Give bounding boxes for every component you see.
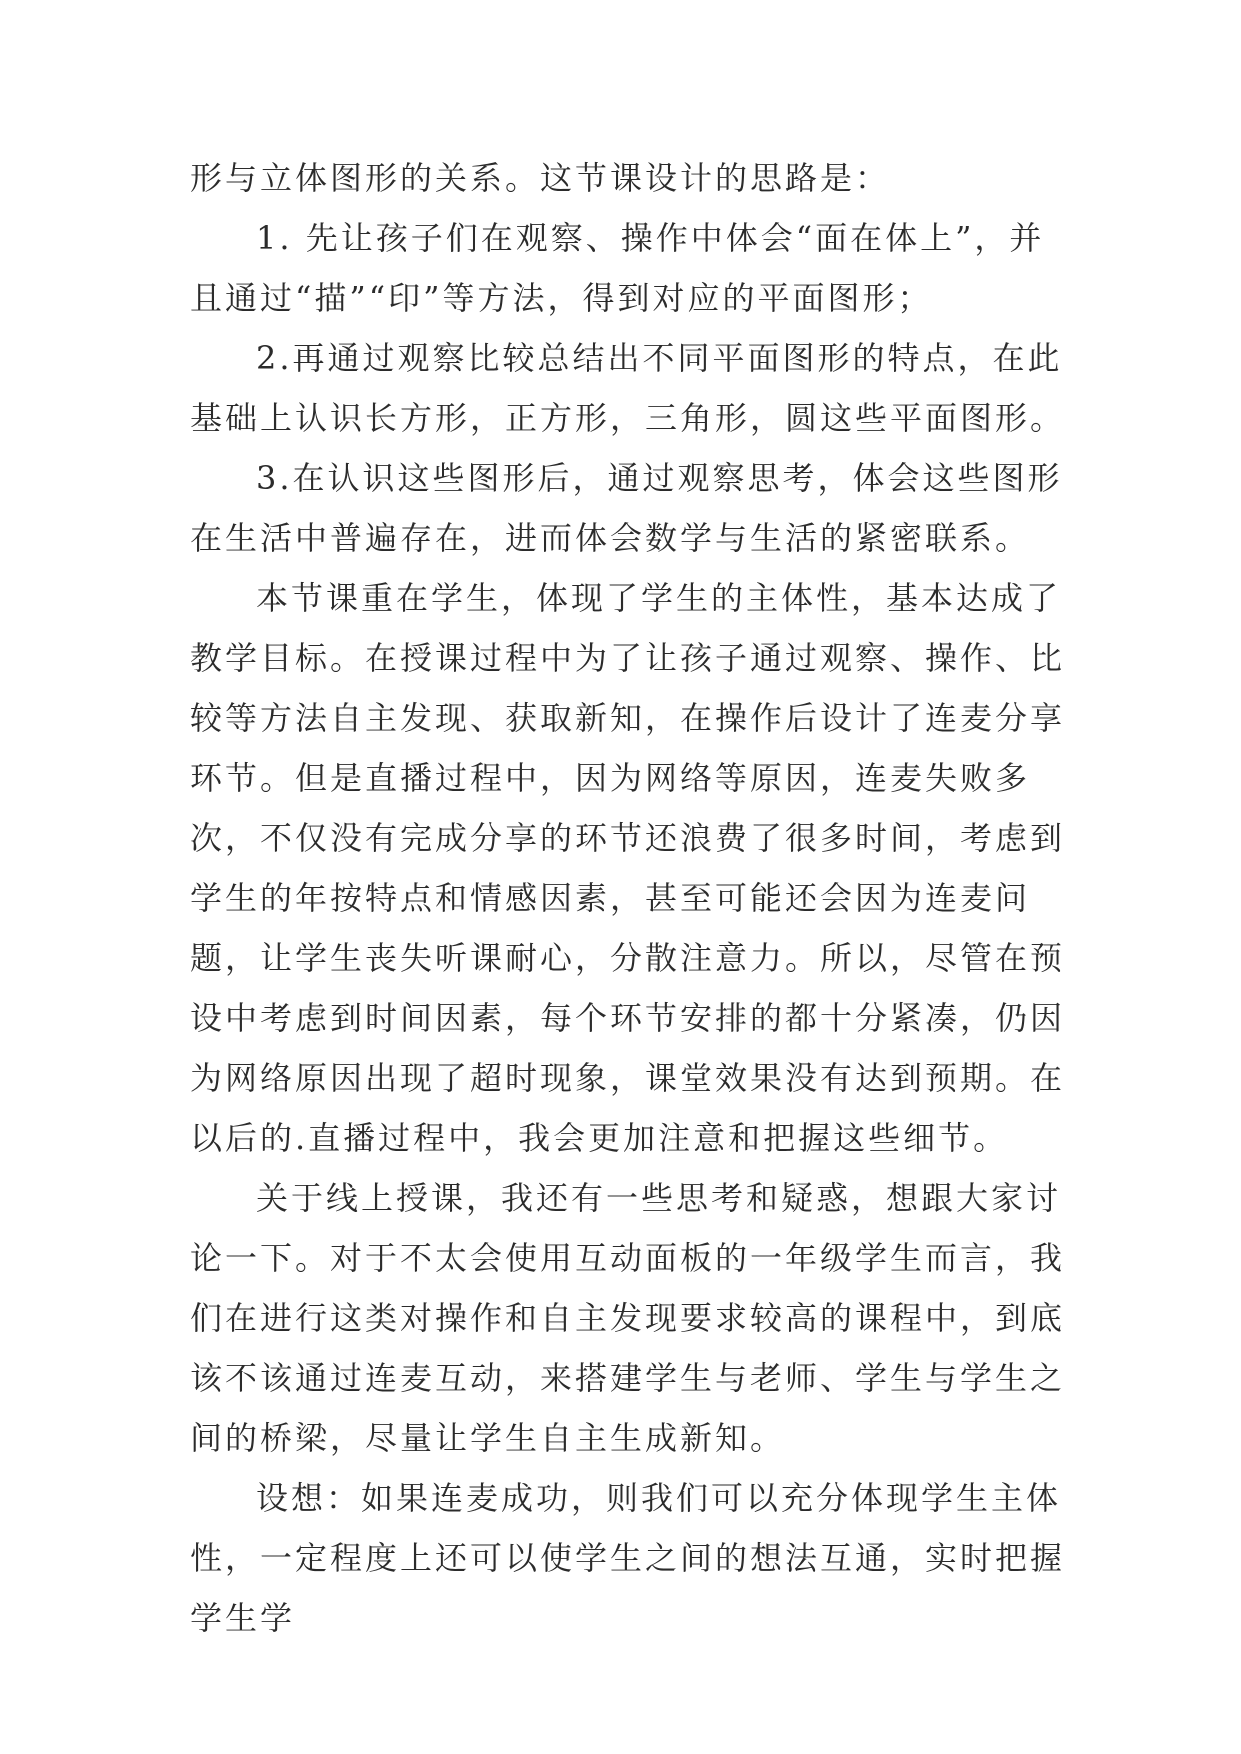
- paragraph-question: 关于线上授课，我还有一些思考和疑惑，想跟大家讨论一下。对于不太会使用互动面板的一年级学生而言，我们在进行这类对操作和自主发现要求较高的课程中，到底该不该通过连麦互动，来搭建学生与老师、学生与学生之间的桥梁，尽量让学生自主生成新知。: [190, 1179, 1066, 1457]
- paragraph-hypothesis: 设想：如果连麦成功，则我们可以充分体现学生主体性，一定程度上还可以使学生之间的想法互通，实时把握学生学: [190, 1479, 1066, 1637]
- paragraph-step-1: 1. 先让孩子们在观察、操作中体会“面在体上”，并且通过“描”“印”等方法，得到对应的平面图形；: [190, 219, 1045, 317]
- paragraph-step-3: 3.在认识这些图形后，通过观察思考，体会这些图形在生活中普遍存在，进而体会数学与生活的紧密联系。: [190, 459, 1063, 557]
- paragraph-reflection: 本节课重在学生，体现了学生的主体性，基本达成了教学目标。在授课过程中为了让孩子通过观察、操作、比较等方法自主发现、获取新知，在操作后设计了连麦分享环节。但是直播过程中，因为网络等原因，连麦失败多次，不仅没有完成分享的环节还浪费了很多时间，考虑到学生的年按特点和情感因素，甚至可能还会因为连麦问题，让学生丧失听课耐心，分散注意力。所以，尽管在预设中考虑到时间因素，每个环节安排的都十分紧凑，仍因为网络原因出现了超时现象，课堂效果没有达到预期。在以后的.直播过程中，我会更加注意和把握这些细节。: [190, 579, 1066, 1157]
- document-body: [190, 148, 1070, 1648]
- paragraph-continuation: 形与立体图形的关系。这节课设计的思路是：: [190, 159, 891, 197]
- paragraph-step-2: 2.再通过观察比较总结出不同平面图形的特点，在此基础上认识长方形，正方形，三角形，圆这些平面图形。: [190, 339, 1066, 437]
